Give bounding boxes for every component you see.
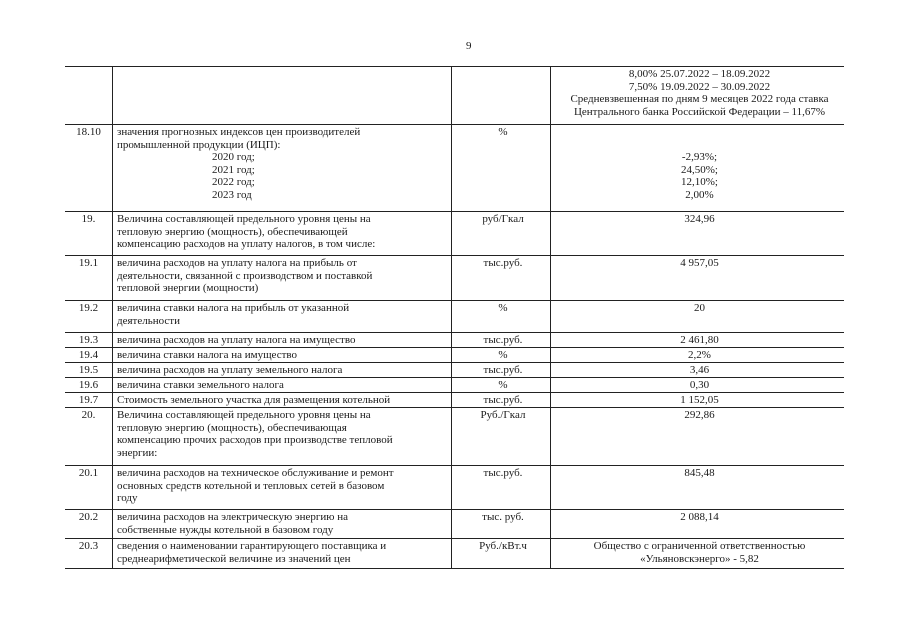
row-value-line: 8,00% 25.07.2022 – 18.09.2022 (628, 68, 771, 80)
table-row (65, 465, 844, 509)
row-value-line: 0,30 (689, 379, 710, 391)
row-value-line: 292,86 (684, 409, 715, 421)
row-unit: % (498, 302, 508, 314)
row-description (117, 301, 451, 334)
row-value (555, 125, 844, 213)
row-unit: тыс.руб. (483, 364, 523, 376)
row-description (117, 408, 451, 467)
row-description-line: величина ставки налога на прибыль от указанной (117, 302, 350, 314)
row-description-line: собственные нужды котельной в базовом году (117, 523, 334, 536)
row-value-line: 2 088,14 (680, 511, 719, 523)
row-value-line: 7,50% 19.09.2022 – 30.09.2022 (628, 80, 771, 93)
row-description-line: величина расходов на уплату налога на прибыль от (117, 257, 357, 269)
row-unit: Руб./Гкал (480, 409, 526, 421)
row-value (555, 539, 844, 571)
table-row (65, 347, 844, 362)
row-unit: тыс.руб. (483, 467, 523, 479)
table-row (65, 377, 844, 392)
row-description (117, 539, 451, 571)
row-number: 19.2 (78, 302, 99, 314)
row-number: 20.1 (78, 467, 99, 479)
row-value-line: Средневзвешенная по дням 9 месяцев 2022 года ставка (570, 93, 829, 105)
row-description-line: Величина составляющей предельного уровня цены на (117, 409, 371, 421)
table-row (65, 211, 844, 255)
row-value-line: 4 957,05 (680, 257, 719, 269)
row-unit: руб/Гкал (482, 213, 524, 225)
row-value (555, 510, 844, 540)
row-value-line: 845,48 (684, 467, 715, 479)
row-description-line: тепловую энергию (мощность), обеспечивающая (117, 421, 347, 434)
row-description-line: тепловую энергию (мощность), обеспечивающей (117, 225, 348, 238)
table-row (65, 124, 844, 211)
row-description-line: среднеарифметической величине из значений цен (117, 552, 351, 565)
row-value-line: 1 152,05 (680, 394, 719, 406)
table-row (65, 362, 844, 377)
row-unit (456, 67, 550, 126)
row-value (555, 301, 844, 334)
row-value (555, 408, 844, 467)
row-value-line: Общество с ограниченной ответственностью (593, 540, 806, 552)
row-unit: % (498, 126, 508, 138)
row-description-line: деятельности, связанной с производством и поставкой (117, 269, 373, 282)
row-description-line: величина ставки земельного налога (117, 379, 284, 391)
row-description-line: сведения о наименовании гарантирующего поставщика и (117, 540, 387, 552)
row-description-line: Величина составляющей предельного уровня цены на (117, 213, 371, 225)
table-row (65, 255, 844, 300)
row-number: 19. (81, 213, 96, 225)
row-description-line: деятельности (117, 314, 180, 327)
row-description-line: 2021 год; (212, 163, 255, 176)
table-row (65, 392, 844, 407)
row-unit: % (498, 349, 508, 361)
row-value-line: 20 (694, 302, 705, 314)
row-value-line: 3,46 (689, 364, 710, 376)
row-description (117, 125, 451, 213)
row-number: 19.3 (78, 334, 99, 346)
row-value (555, 67, 844, 126)
row-value (555, 466, 844, 511)
row-number: 18.10 (76, 126, 101, 138)
page-number: 9 (466, 40, 472, 52)
row-description-line: 2023 год (212, 188, 252, 201)
row-description-line: промышленной продукции (ИЦП): (117, 138, 281, 151)
row-description-line: величина ставки налога на имущество (117, 349, 298, 361)
row-description-line: величина расходов на электрическую энергию на (117, 511, 349, 523)
row-number: 19.1 (78, 257, 99, 269)
row-value-line: 324,96 (684, 213, 715, 225)
table-row (65, 300, 844, 332)
row-description-line: году (117, 492, 138, 504)
row-description-line: величина расходов на уплату земельного налога (117, 364, 343, 376)
table-row (65, 66, 844, 124)
row-number: 20.3 (78, 540, 99, 552)
row-number (65, 67, 112, 126)
row-description-line: компенсацию прочих расходов при производстве тепловой (117, 434, 393, 446)
row-number: 20. (81, 409, 96, 421)
row-unit: % (498, 379, 508, 391)
row-value (555, 212, 844, 257)
row-description-line: Стоимость земельного участка для размещения котельной (117, 394, 391, 406)
row-number: 20.2 (78, 511, 99, 523)
row-description-line: компенсацию расходов на уплату налогов, в том числе: (117, 238, 376, 250)
table-row (65, 509, 844, 538)
row-description (117, 212, 451, 257)
row-value-line: 24,50%; (681, 163, 718, 176)
row-number: 19.6 (78, 379, 99, 391)
row-description (117, 510, 451, 540)
row-unit: Руб./кВт.ч (479, 540, 527, 552)
row-description-line: величина расходов на техническое обслуживание и ремонт (117, 467, 394, 479)
row-number: 19.7 (78, 394, 99, 406)
table-row (65, 332, 844, 347)
row-description-line: значения прогнозных индексов цен производителей (117, 126, 361, 138)
row-number: 19.4 (78, 349, 99, 361)
row-unit: тыс.руб. (483, 257, 523, 269)
row-description (117, 256, 451, 302)
row-description (117, 67, 451, 126)
row-description (117, 466, 451, 511)
row-value-line: -2,93%; (681, 151, 718, 163)
table-row (65, 407, 844, 465)
row-number: 19.5 (78, 364, 99, 376)
row-value-line: 12,10%; (681, 176, 718, 188)
row-description-line: величина расходов на уплату налога на имущество (117, 334, 356, 346)
row-description-line: 2020 год; (212, 151, 255, 163)
row-value-line: «Ульяновскэнерго» - 5,82 (640, 552, 759, 565)
data-table (65, 66, 844, 569)
table-row (65, 538, 844, 569)
row-value-line: 2,2% (688, 349, 711, 361)
row-value-line: 2 461,80 (680, 334, 719, 346)
row-unit: тыс.руб. (483, 334, 523, 346)
row-value (555, 256, 844, 302)
row-description-line: тепловой энергии (мощности) (117, 282, 259, 294)
row-unit: тыс. руб. (482, 511, 524, 523)
row-value-line: 2,00% (685, 188, 714, 201)
row-value-line: Центрального банка Российской Федерации – 11,67% (573, 105, 826, 118)
row-description-line: 2022 год; (212, 176, 255, 188)
row-description-line: энергии: (117, 446, 158, 459)
row-description-line: основных средств котельной и тепловых сетей в базовом (117, 479, 385, 492)
row-value-line (555, 126, 844, 139)
row-unit: тыс.руб. (483, 394, 523, 406)
row-value-line (555, 139, 844, 152)
